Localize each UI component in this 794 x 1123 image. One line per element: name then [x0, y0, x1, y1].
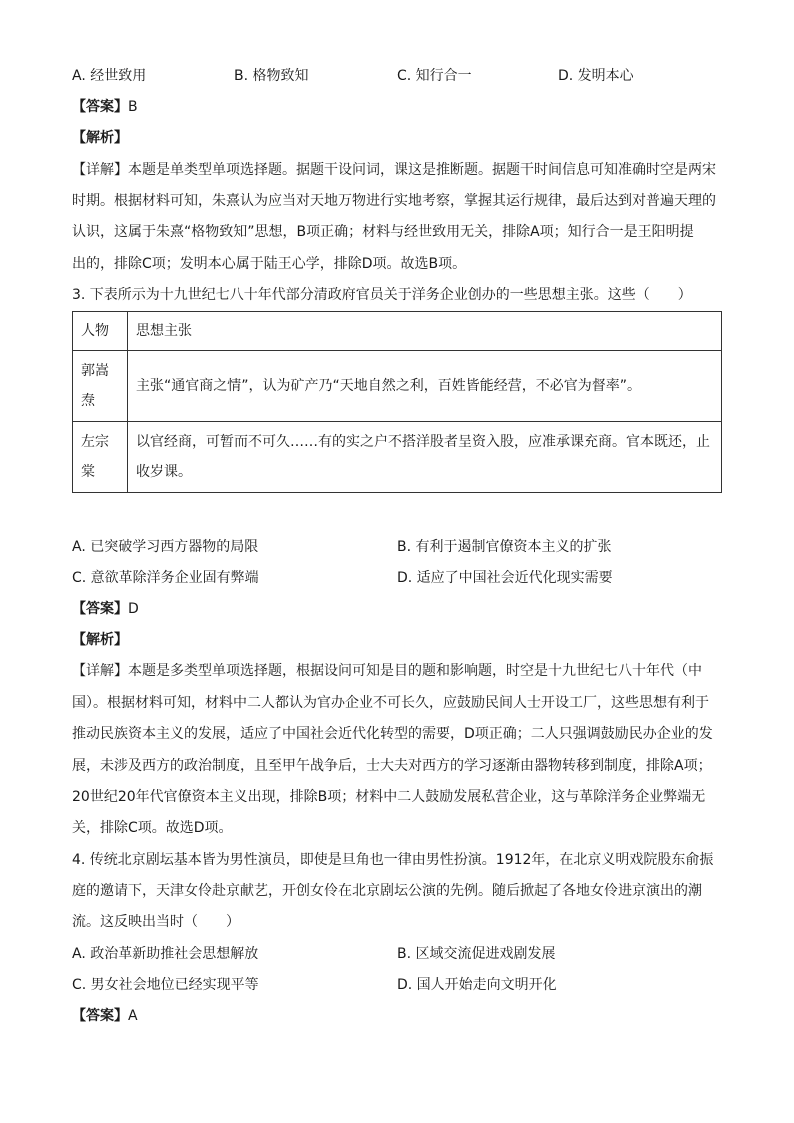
q3-analysis-label: 【解析】 — [72, 632, 128, 648]
q4-stem-line-3: 流。这反映出当时（ ） — [72, 914, 240, 930]
q2-detail-line-2: 时期。根据材料可知，朱熹认为应当对天地万物进行实地考察，掌握其运行规律，最后达到对普遍天理的 — [72, 193, 716, 209]
q2-option-d: D. 发明本心 — [558, 68, 634, 84]
answer-tag: 【答案】 — [72, 99, 128, 115]
q4-stem-line-1: 4. 传统北京剧坛基本皆为男性演员，即使是旦角也一律由男性扮演。1912年，在北京义明戏院股东俞振 — [72, 852, 714, 868]
q3-table — [72, 311, 722, 493]
table-cell-person: 郭嵩焘 — [73, 351, 128, 422]
answer-value: B — [128, 99, 138, 115]
q3-option-a: A. 已突破学习西方器物的局限 — [72, 539, 259, 555]
table-header-person: 人物 — [73, 312, 128, 351]
q3-option-c: C. 意欲革除洋务企业固有弊端 — [72, 570, 259, 586]
q4-option-c: C. 男女社会地位已经实现平等 — [72, 977, 259, 993]
q2-answer — [72, 97, 138, 117]
answer-value: A — [128, 1008, 138, 1024]
table-header-row — [73, 312, 722, 351]
q4-answer — [72, 1006, 138, 1026]
q3-detail-line-5: 20世纪20年代官僚资本主义出现，排除B项；材料中二人鼓励发展私营企业，这与革除洋务企业弊端无 — [72, 789, 706, 805]
q3-detail-line-1: 【详解】本题是多类型单项选择题，根据设问可知是目的题和影响题，时空是十九世纪七八十年代（中 — [72, 663, 702, 679]
q2-detail-line-3: 认识，这属于朱熹“格物致知”思想，B项正确；材料与经世致用无关，排除A项；知行合一是王阳明提 — [72, 224, 694, 240]
table-row — [73, 351, 722, 422]
q3-detail-line-4: 展，未涉及西方的政治制度，且至甲午战争后，士大夫对西方的学习逐渐由器物转移到制度，排除A项； — [72, 758, 712, 774]
q3-detail-line-2: 国）。根据材料可知，材料中二人都认为官办企业不可长久，应鼓励民间人士开设工厂，这些思想有利于 — [72, 695, 709, 711]
table-header-idea: 思想主张 — [128, 312, 722, 351]
q4-stem-line-2: 庭的邀请下，天津女伶赴京献艺，开创女伶在北京剧坛公演的先例。随后掀起了各地女伶进京演出的潮 — [72, 883, 702, 899]
q3-option-b: B. 有利于遏制官僚资本主义的扩张 — [397, 539, 612, 555]
q2-detail-line-4: 出的，排除C项；发明本心属于陆王心学，排除D项。故选B项。 — [72, 256, 467, 272]
q2-option-b: B. 格物致知 — [234, 68, 309, 84]
q2-analysis-label: 【解析】 — [72, 130, 128, 146]
table-row — [73, 422, 722, 493]
table-cell-idea: 以官经商，可暂而不可久……有的实之户不搭洋股者呈资入股，应准承课充商。官本既还，止收岁课。 — [128, 422, 722, 493]
q3-option-d: D. 适应了中国社会近代化现实需要 — [397, 570, 613, 586]
q3-detail-line-3: 推动民族资本主义的发展，适应了中国社会近代化转型的需要，D项正确；二人只强调鼓励民办企业的发 — [72, 726, 713, 742]
table-cell-idea: 主张“通官商之情”，认为矿产乃“天地自然之利，百姓皆能经营，不必官为督率”。 — [128, 351, 722, 422]
q3-detail-line-6: 关，排除C项。故选D项。 — [72, 820, 233, 836]
q4-option-d: D. 国人开始走向文明开化 — [397, 977, 557, 993]
q2-detail-line-1: 【详解】本题是单类型单项选择题。据题干设问词，课这是推断题。据题干时间信息可知准确时空是两宋 — [72, 162, 716, 178]
answer-tag: 【答案】 — [72, 601, 128, 617]
q2-option-c: C. 知行合一 — [397, 68, 472, 84]
q4-option-a: A. 政治革新助推社会思想解放 — [72, 946, 259, 962]
q2-option-a: A. 经世致用 — [72, 68, 147, 84]
answer-value: D — [128, 601, 139, 617]
q3-stem: 3. 下表所示为十九世纪七八十年代部分清政府官员关于洋务企业创办的一些思想主张。这些（ ） — [72, 287, 692, 303]
answer-tag: 【答案】 — [72, 1008, 128, 1024]
q4-option-b: B. 区域交流促进戏剧发展 — [397, 946, 556, 962]
q3-answer — [72, 599, 139, 619]
table-cell-person: 左宗棠 — [73, 422, 128, 493]
